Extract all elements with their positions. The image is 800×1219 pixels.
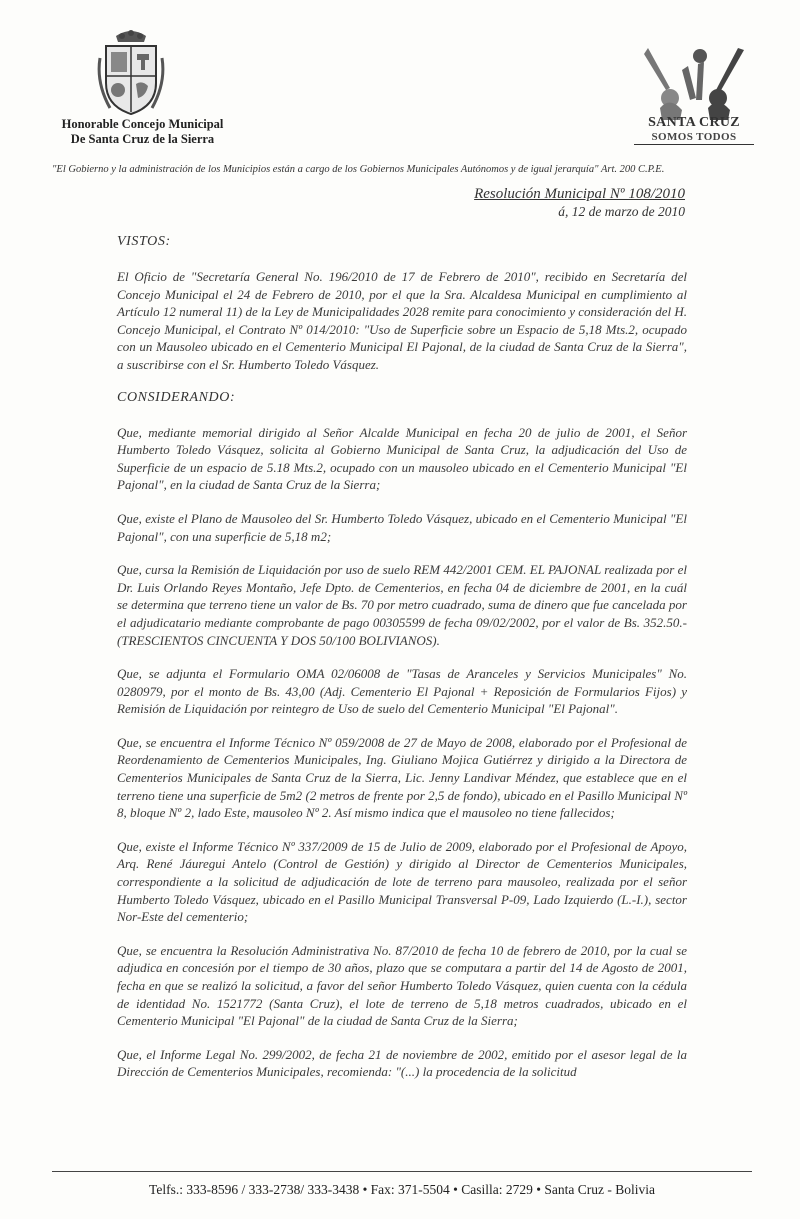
- considerando-paragraph-4: Que, se adjunta el Formulario OMA 02/06008 de "Tasas de Aranceles y Servicios Municipales" No. 0280979, por el monto de Bs. 43,00 (Adj. Cementerio El Pajonal + Reposición de Formularios Fijos) y Remisión de Liquidación por reintegro de Uso de suelo del Cementerio Municipal "El Pajonal".: [117, 666, 687, 717]
- considerando-paragraph-8: Que, el Informe Legal No. 299/2002, de fecha 21 de noviembre de 2002, emitido por el asesor legal de la Dirección de Cementerios Municipales, recomienda: "(...) la procedencia de la solicitud: [117, 1046, 687, 1080]
- santa-cruz-logo-icon: [640, 48, 750, 120]
- considerando-paragraph-2: Que, existe el Plano de Mausoleo del Sr. Humberto Toledo Vásquez, ubicado en el Cementerio Municipal "El Pajonal", con una superficie de 5,18 m2;: [117, 510, 687, 544]
- vistos-paragraph: El Oficio de "Secretaría General No. 196/2010 de 17 de Febrero de 2010", recibido en Secretaría del Concejo Municipal el 24 de Febrero de 2010, por el que la Sra. Alcaldesa Municipal en cumplimiento al Artículo 12 numeral 11) de la Ley de Municipalidades 2028 remite para conocimiento y consideración del H. Concejo Municipal, el Contrato Nº 014/2010: "Uso de Superficie sobre un Espacio de 5,18 Mts.2, ocupado con un Mausoleo ubicado en el Cementerio Municipal El Pajonal, de la ciudad de Santa Cruz de la Sierra", a suscribirse con el Sr. Humberto Toledo Vásquez.: [117, 269, 687, 372]
- considerando-paragraph-5: Que, se encuentra el Informe Técnico Nº 059/2008 de 27 de Mayo de 2008, elaborado por el Profesional de Reordenamiento de Cementerios Municipales, Ing. Giuliano Mojica Gutiérrez y dirigido a la Directora de Cementerios Municipales de Santa Cruz de la Sierra, Lic. Jenny Landivar Méndez, que establece que en el terreno tiene una superficie de 5m2 (2 metros de frente por 2,5 de fondo), ubicado en el Pasillo Municipal Nº 8, bloque Nº 2, lado Este, mausoleo Nº 2. Así mismo indica que el mausoleo no tiene fallecidos;: [117, 734, 687, 821]
- footer-contact: Telfs.: 333-8596 / 333-2738/ 333-3438 • Fax: 371-5504 • Casilla: 2729 • Santa Cruz - Bolivia: [149, 1182, 655, 1197]
- constitution-quote: "El Gobierno y la administración de los Municipios están a cargo de los Gobiernos Municipales Autónomos y de igual jerarquía" Art. 200 C.P.E.: [52, 164, 665, 175]
- considerando-paragraph-1: Que, mediante memorial dirigido al Señor Alcalde Municipal en fecha 20 de julio de 2001, el Señor Humberto Toledo Vásquez, solicita al Gobierno Municipal de Santa Cruz, la adjudicación del Uso de Superficie de un espacio de 5.18 Mts.2, ocupado con un mausoleo ubicado en el Cementerio Municipal "El Pajonal", en la ciudad de Santa Cruz de la Sierra;: [117, 424, 687, 493]
- council-name: [30, 117, 255, 147]
- resolution-title: Resolución Municipal Nº 108/2010: [474, 186, 685, 202]
- council-line-2: De Santa Cruz de la Sierra: [70, 132, 215, 146]
- considerando-paragraph-6: Que, existe el Informe Técnico Nº 337/2009 de 15 de Julio de 2009, elaborado por el Profesional de Apoyo, Arq. René Jáuregui Antelo (Control de Gestión) y dirigido al Director de Cementerios Municipales, correspondiente a la solicitud de adjudicación de lote de terreno para mausoleo, realizada por el señor Humberto Toledo Vásquez, ubicado en el Pasillo Municipal Transversal P-09, Lado Izquierdo (L.-I.), sector Nor-Este del cementerio;: [117, 838, 687, 925]
- document-body: [117, 234, 687, 1097]
- considerando-heading: CONSIDERANDO:: [117, 389, 236, 405]
- logo-name: SANTA CRUZ: [648, 115, 740, 130]
- resolution-date: á, 12 de marzo de 2010: [558, 204, 685, 219]
- council-line-1: Honorable Concejo Municipal: [61, 117, 224, 131]
- coat-of-arms-icon: [96, 28, 166, 116]
- logo-tagline: SOMOS TODOS: [634, 131, 754, 145]
- vistos-heading: VISTOS:: [117, 234, 171, 249]
- considerando-paragraph-3: Que, cursa la Remisión de Liquidación por uso de suelo REM 442/2001 CEM. EL PAJONAL realizada por el Dr. Luis Orlando Reyes Montaño, Jefe Dpto. de Cementerios, en fecha 04 de diciembre de 2001, en la cuál se determina que terreno tiene un valor de Bs. 70 por metro cuadrado, suma de dinero que fue cancelada por el adjudicatario mediante comprobante de pago 00305599 de fecha 09/02/2002, por el valor de Bs. 352.50.- (TRESCIENTOS CINCUENTA Y DOS 50/100 BOLIVIANOS).: [117, 562, 687, 648]
- considerando-paragraph-7: Que, se encuentra la Resolución Administrativa No. 87/2010 de fecha 10 de febrero de 2010, por la cual se adjudica en concesión por el tiempo de 30 años, plazo que se computara a partir del 14 de Agosto de 2001, fecha en que se realizó la solicitud, a favor del señor Humberto Toledo Vásquez, quien cuenta con la cédula de identidad No. 1521772 (Santa Cruz), el lote de terreno de 5,18 metros cuadrados, ubicado en el Cementerio Municipal "El Pajonal" de la ciudad de Santa Cruz de la Sierra;: [117, 942, 687, 1029]
- footer-divider: [52, 1171, 752, 1172]
